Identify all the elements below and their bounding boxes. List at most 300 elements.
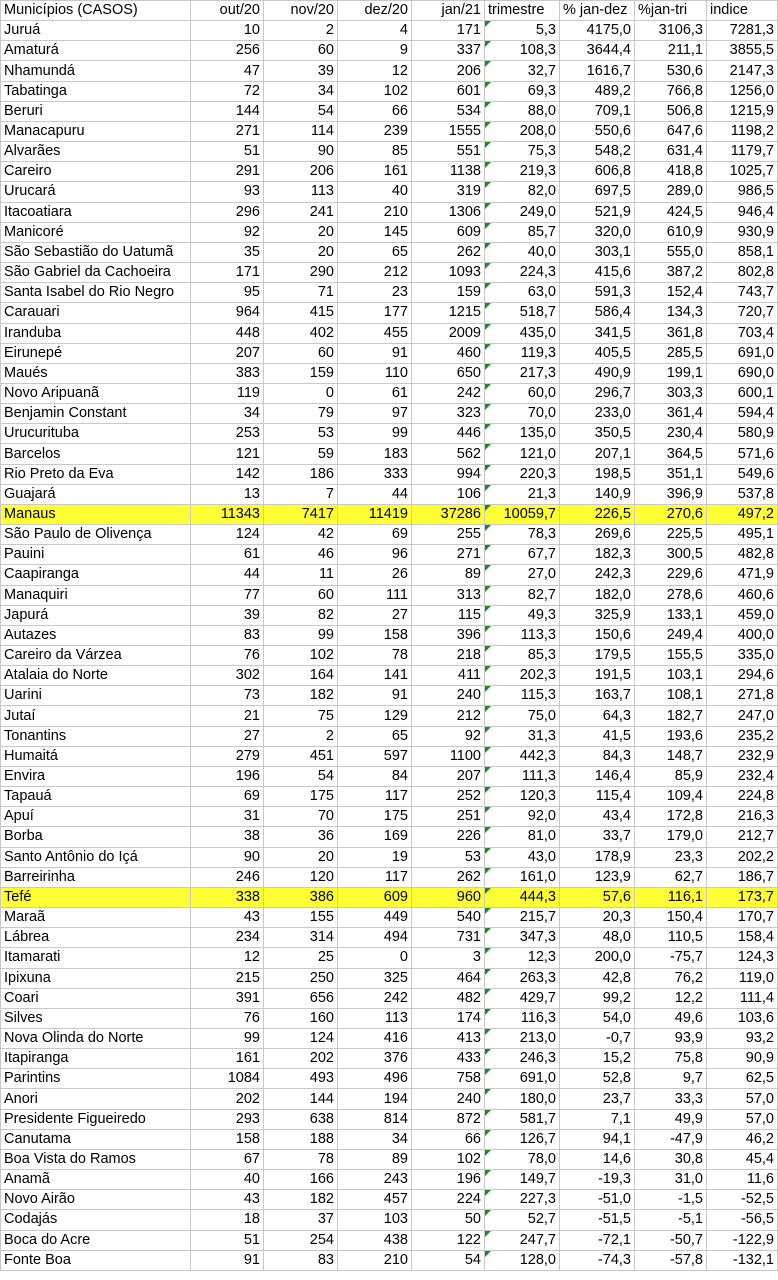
cell-nov20[interactable]: 144 [264,1089,338,1109]
cell-jan21[interactable]: 240 [412,686,485,706]
cell-out20[interactable]: 279 [191,746,264,766]
cell-dez20[interactable]: 194 [338,1089,412,1109]
cell-municipio[interactable]: Rio Preto da Eva [1,464,191,484]
cell-dez20[interactable]: 416 [338,1028,412,1048]
cell-indice[interactable]: 119,0 [707,968,778,988]
cell-municipio[interactable]: São Paulo de Olivença [1,525,191,545]
cell-jan21[interactable]: 2009 [412,323,485,343]
cell-pct-jan-tri[interactable]: 303,3 [635,383,707,403]
cell-trimestre[interactable]: 246,3 [485,1049,560,1069]
cell-out20[interactable]: 13 [191,484,264,504]
cell-indice[interactable]: 186,7 [707,867,778,887]
cell-out20[interactable]: 99 [191,1028,264,1048]
cell-municipio[interactable]: Novo Airão [1,1190,191,1210]
cell-municipio[interactable]: Anamã [1,1170,191,1190]
cell-jan21[interactable]: 650 [412,363,485,383]
cell-pct-jan-tri[interactable]: 134,3 [635,303,707,323]
cell-out20[interactable]: 964 [191,303,264,323]
cell-municipio[interactable]: Urucará [1,182,191,202]
cell-jan21[interactable]: 262 [412,242,485,262]
cell-dez20[interactable]: 44 [338,484,412,504]
cell-pct-jan-dez[interactable]: 490,9 [560,363,635,383]
cell-out20[interactable]: 246 [191,867,264,887]
cell-pct-jan-tri[interactable]: 182,7 [635,706,707,726]
cell-pct-jan-dez[interactable]: 697,5 [560,182,635,202]
cell-pct-jan-dez[interactable]: 163,7 [560,686,635,706]
cell-jan21[interactable]: 1555 [412,121,485,141]
cell-nov20[interactable]: 20 [264,847,338,867]
cell-indice[interactable]: 173,7 [707,887,778,907]
cell-nov20[interactable]: 2 [264,21,338,41]
cell-indice[interactable]: 11,6 [707,1170,778,1190]
cell-pct-jan-dez[interactable]: 54,0 [560,1008,635,1028]
cell-dez20[interactable]: 66 [338,101,412,121]
cell-pct-jan-tri[interactable]: -50,7 [635,1230,707,1250]
cell-dez20[interactable]: 103 [338,1210,412,1230]
cell-pct-jan-dez[interactable]: 48,0 [560,928,635,948]
cell-trimestre[interactable]: 429,7 [485,988,560,1008]
cell-municipio[interactable]: Alvarães [1,142,191,162]
cell-nov20[interactable]: 206 [264,162,338,182]
cell-jan21[interactable]: 212 [412,706,485,726]
cell-jan21[interactable]: 411 [412,666,485,686]
cell-indice[interactable]: 294,6 [707,666,778,686]
cell-pct-jan-tri[interactable]: 62,7 [635,867,707,887]
cell-indice[interactable]: 858,1 [707,242,778,262]
cell-jan21[interactable]: 106 [412,484,485,504]
cell-indice[interactable]: 271,8 [707,686,778,706]
cell-municipio[interactable]: Maraã [1,908,191,928]
cell-indice[interactable]: 691,0 [707,343,778,363]
cell-pct-jan-dez[interactable]: 226,5 [560,504,635,524]
cell-trimestre[interactable]: 88,0 [485,101,560,121]
cell-trimestre[interactable]: 75,0 [485,706,560,726]
cell-jan21[interactable]: 1215 [412,303,485,323]
cell-jan21[interactable]: 1306 [412,202,485,222]
cell-indice[interactable]: 46,2 [707,1129,778,1149]
cell-nov20[interactable]: 54 [264,101,338,121]
cell-dez20[interactable]: 814 [338,1109,412,1129]
cell-nov20[interactable]: 37 [264,1210,338,1230]
cell-nov20[interactable]: 25 [264,948,338,968]
cell-pct-jan-tri[interactable]: -1,5 [635,1190,707,1210]
cell-dez20[interactable]: 141 [338,666,412,686]
cell-out20[interactable]: 142 [191,464,264,484]
cell-pct-jan-dez[interactable]: 123,9 [560,867,635,887]
cell-pct-jan-dez[interactable]: 320,0 [560,222,635,242]
cell-nov20[interactable]: 90 [264,142,338,162]
cell-out20[interactable]: 34 [191,404,264,424]
cell-jan21[interactable]: 319 [412,182,485,202]
cell-indice[interactable]: 497,2 [707,504,778,524]
cell-jan21[interactable]: 206 [412,61,485,81]
cell-pct-jan-tri[interactable]: 12,2 [635,988,707,1008]
cell-trimestre[interactable]: 31,3 [485,726,560,746]
cell-nov20[interactable]: 99 [264,625,338,645]
cell-pct-jan-tri[interactable]: 285,5 [635,343,707,363]
cell-out20[interactable]: 12 [191,948,264,968]
cell-out20[interactable]: 253 [191,424,264,444]
cell-jan21[interactable]: 446 [412,424,485,444]
cell-pct-jan-tri[interactable]: 364,5 [635,444,707,464]
header-municipio[interactable]: Municípios (CASOS) [1,1,191,21]
cell-municipio[interactable]: Itamarati [1,948,191,968]
cell-out20[interactable]: 47 [191,61,264,81]
cell-nov20[interactable]: 656 [264,988,338,1008]
cell-trimestre[interactable]: 213,0 [485,1028,560,1048]
cell-out20[interactable]: 391 [191,988,264,1008]
cell-dez20[interactable]: 169 [338,827,412,847]
cell-trimestre[interactable]: 180,0 [485,1089,560,1109]
cell-out20[interactable]: 119 [191,383,264,403]
cell-dez20[interactable]: 494 [338,928,412,948]
cell-pct-jan-dez[interactable]: -19,3 [560,1170,635,1190]
cell-jan21[interactable]: 196 [412,1170,485,1190]
cell-pct-jan-tri[interactable]: 396,9 [635,484,707,504]
cell-trimestre[interactable]: 249,0 [485,202,560,222]
cell-trimestre[interactable]: 85,3 [485,646,560,666]
cell-nov20[interactable]: 20 [264,242,338,262]
cell-out20[interactable]: 27 [191,726,264,746]
cell-trimestre[interactable]: 108,3 [485,41,560,61]
cell-indice[interactable]: 946,4 [707,202,778,222]
cell-dez20[interactable]: 91 [338,343,412,363]
cell-pct-jan-tri[interactable]: 9,7 [635,1069,707,1089]
cell-pct-jan-tri[interactable]: 103,1 [635,666,707,686]
cell-out20[interactable]: 296 [191,202,264,222]
cell-indice[interactable]: -132,1 [707,1250,778,1270]
cell-nov20[interactable]: 39 [264,61,338,81]
cell-dez20[interactable]: 158 [338,625,412,645]
cell-dez20[interactable]: 61 [338,383,412,403]
cell-trimestre[interactable]: 442,3 [485,746,560,766]
cell-trimestre[interactable]: 263,3 [485,968,560,988]
cell-pct-jan-tri[interactable]: 49,9 [635,1109,707,1129]
cell-nov20[interactable]: 186 [264,464,338,484]
cell-trimestre[interactable]: 78,3 [485,525,560,545]
cell-nov20[interactable]: 2 [264,726,338,746]
cell-trimestre[interactable]: 69,3 [485,81,560,101]
cell-pct-jan-dez[interactable]: 99,2 [560,988,635,1008]
cell-dez20[interactable]: 117 [338,787,412,807]
cell-jan21[interactable]: 207 [412,766,485,786]
cell-pct-jan-tri[interactable]: 555,0 [635,242,707,262]
cell-pct-jan-tri[interactable]: 110,5 [635,928,707,948]
cell-nov20[interactable]: 75 [264,706,338,726]
cell-pct-jan-dez[interactable]: 233,0 [560,404,635,424]
cell-pct-jan-dez[interactable]: 182,3 [560,545,635,565]
cell-indice[interactable]: 232,9 [707,746,778,766]
cell-dez20[interactable]: 239 [338,121,412,141]
cell-jan21[interactable]: 551 [412,142,485,162]
cell-jan21[interactable]: 159 [412,283,485,303]
cell-dez20[interactable]: 438 [338,1230,412,1250]
cell-indice[interactable]: 495,1 [707,525,778,545]
cell-pct-jan-tri[interactable]: 249,4 [635,625,707,645]
cell-trimestre[interactable]: 82,7 [485,585,560,605]
cell-pct-jan-dez[interactable]: 23,7 [560,1089,635,1109]
cell-nov20[interactable]: 0 [264,383,338,403]
cell-jan21[interactable]: 171 [412,21,485,41]
cell-pct-jan-dez[interactable]: 521,9 [560,202,635,222]
cell-jan21[interactable]: 872 [412,1109,485,1129]
cell-pct-jan-tri[interactable]: 424,5 [635,202,707,222]
cell-dez20[interactable]: 175 [338,807,412,827]
cell-pct-jan-dez[interactable]: 1616,7 [560,61,635,81]
cell-dez20[interactable]: 129 [338,706,412,726]
cell-indice[interactable]: 103,6 [707,1008,778,1028]
cell-trimestre[interactable]: 12,3 [485,948,560,968]
cell-municipio[interactable]: Itacoatiara [1,202,191,222]
cell-jan21[interactable]: 1093 [412,263,485,283]
cell-indice[interactable]: 202,2 [707,847,778,867]
cell-out20[interactable]: 202 [191,1089,264,1109]
cell-out20[interactable]: 95 [191,283,264,303]
cell-nov20[interactable]: 34 [264,81,338,101]
cell-indice[interactable]: 45,4 [707,1149,778,1169]
cell-pct-jan-dez[interactable]: 200,0 [560,948,635,968]
cell-nov20[interactable]: 290 [264,263,338,283]
cell-municipio[interactable]: Canutama [1,1129,191,1149]
cell-jan21[interactable]: 609 [412,222,485,242]
cell-pct-jan-tri[interactable]: 270,6 [635,504,707,524]
cell-pct-jan-tri[interactable]: 76,2 [635,968,707,988]
cell-municipio[interactable]: Tapauá [1,787,191,807]
cell-trimestre[interactable]: 691,0 [485,1069,560,1089]
cell-pct-jan-dez[interactable]: 7,1 [560,1109,635,1129]
cell-nov20[interactable]: 254 [264,1230,338,1250]
cell-dez20[interactable]: 65 [338,242,412,262]
cell-indice[interactable]: 2147,3 [707,61,778,81]
cell-indice[interactable]: 690,0 [707,363,778,383]
cell-jan21[interactable]: 37286 [412,504,485,524]
cell-pct-jan-tri[interactable]: 506,8 [635,101,707,121]
cell-municipio[interactable]: Careiro da Várzea [1,646,191,666]
cell-pct-jan-dez[interactable]: 94,1 [560,1129,635,1149]
cell-jan21[interactable]: 115 [412,605,485,625]
cell-pct-jan-tri[interactable]: 23,3 [635,847,707,867]
cell-indice[interactable]: -122,9 [707,1230,778,1250]
cell-jan21[interactable]: 396 [412,625,485,645]
cell-out20[interactable]: 158 [191,1129,264,1149]
cell-indice[interactable]: 216,3 [707,807,778,827]
cell-indice[interactable]: 158,4 [707,928,778,948]
cell-indice[interactable]: 703,4 [707,323,778,343]
cell-trimestre[interactable]: 27,0 [485,565,560,585]
cell-indice[interactable]: 232,4 [707,766,778,786]
cell-pct-jan-dez[interactable]: 3644,4 [560,41,635,61]
cell-municipio[interactable]: Lábrea [1,928,191,948]
cell-municipio[interactable]: Caapiranga [1,565,191,585]
cell-dez20[interactable]: 11419 [338,504,412,524]
cell-municipio[interactable]: Beruri [1,101,191,121]
cell-municipio[interactable]: Benjamin Constant [1,404,191,424]
cell-trimestre[interactable]: 67,7 [485,545,560,565]
cell-nov20[interactable]: 59 [264,444,338,464]
cell-municipio[interactable]: Barreirinha [1,867,191,887]
cell-municipio[interactable]: Autazes [1,625,191,645]
cell-dez20[interactable]: 102 [338,81,412,101]
cell-trimestre[interactable]: 92,0 [485,807,560,827]
cell-municipio[interactable]: Silves [1,1008,191,1028]
cell-dez20[interactable]: 91 [338,686,412,706]
cell-out20[interactable]: 144 [191,101,264,121]
cell-trimestre[interactable]: 21,3 [485,484,560,504]
cell-trimestre[interactable]: 49,3 [485,605,560,625]
cell-pct-jan-dez[interactable]: 489,2 [560,81,635,101]
cell-out20[interactable]: 21 [191,706,264,726]
cell-jan21[interactable]: 601 [412,81,485,101]
cell-indice[interactable]: 62,5 [707,1069,778,1089]
cell-dez20[interactable]: 457 [338,1190,412,1210]
cell-out20[interactable]: 44 [191,565,264,585]
cell-municipio[interactable]: Barcelos [1,444,191,464]
cell-trimestre[interactable]: 219,3 [485,162,560,182]
cell-trimestre[interactable]: 224,3 [485,263,560,283]
cell-pct-jan-tri[interactable]: 300,5 [635,545,707,565]
cell-municipio[interactable]: Juruá [1,21,191,41]
cell-indice[interactable]: 549,6 [707,464,778,484]
cell-pct-jan-tri[interactable]: 75,8 [635,1049,707,1069]
cell-jan21[interactable]: 242 [412,383,485,403]
cell-municipio[interactable]: Boca do Acre [1,1230,191,1250]
cell-dez20[interactable]: 23 [338,283,412,303]
cell-out20[interactable]: 31 [191,807,264,827]
cell-indice[interactable]: 1179,7 [707,142,778,162]
cell-trimestre[interactable]: 120,3 [485,787,560,807]
cell-municipio[interactable]: Nhamundá [1,61,191,81]
cell-jan21[interactable]: 218 [412,646,485,666]
cell-trimestre[interactable]: 208,0 [485,121,560,141]
cell-pct-jan-tri[interactable]: 133,1 [635,605,707,625]
cell-jan21[interactable]: 413 [412,1028,485,1048]
cell-pct-jan-tri[interactable]: -5,1 [635,1210,707,1230]
cell-dez20[interactable]: 69 [338,525,412,545]
cell-trimestre[interactable]: 215,7 [485,908,560,928]
cell-pct-jan-tri[interactable]: 31,0 [635,1170,707,1190]
cell-pct-jan-dez[interactable]: 303,1 [560,242,635,262]
cell-dez20[interactable]: 210 [338,202,412,222]
cell-nov20[interactable]: 250 [264,968,338,988]
cell-indice[interactable]: 1215,9 [707,101,778,121]
cell-pct-jan-dez[interactable]: -72,1 [560,1230,635,1250]
cell-out20[interactable]: 91 [191,1250,264,1270]
cell-pct-jan-dez[interactable]: 4175,0 [560,21,635,41]
cell-nov20[interactable]: 60 [264,41,338,61]
cell-trimestre[interactable]: 121,0 [485,444,560,464]
cell-jan21[interactable]: 53 [412,847,485,867]
cell-indice[interactable]: 482,8 [707,545,778,565]
cell-pct-jan-tri[interactable]: 361,8 [635,323,707,343]
cell-pct-jan-tri[interactable]: 193,6 [635,726,707,746]
cell-municipio[interactable]: Anori [1,1089,191,1109]
cell-out20[interactable]: 338 [191,887,264,907]
cell-nov20[interactable]: 54 [264,766,338,786]
cell-dez20[interactable]: 210 [338,1250,412,1270]
cell-dez20[interactable]: 27 [338,605,412,625]
header-pct-jan-tri[interactable]: %jan-tri [635,1,707,21]
cell-pct-jan-tri[interactable]: 179,0 [635,827,707,847]
cell-trimestre[interactable]: 115,3 [485,686,560,706]
cell-trimestre[interactable]: 128,0 [485,1250,560,1270]
cell-jan21[interactable]: 102 [412,1149,485,1169]
cell-jan21[interactable]: 960 [412,887,485,907]
cell-dez20[interactable]: 177 [338,303,412,323]
cell-nov20[interactable]: 241 [264,202,338,222]
cell-jan21[interactable]: 323 [412,404,485,424]
cell-jan21[interactable]: 252 [412,787,485,807]
cell-out20[interactable]: 18 [191,1210,264,1230]
cell-nov20[interactable]: 7 [264,484,338,504]
cell-pct-jan-dez[interactable]: 269,6 [560,525,635,545]
cell-out20[interactable]: 291 [191,162,264,182]
cell-pct-jan-dez[interactable]: 150,6 [560,625,635,645]
cell-nov20[interactable]: 202 [264,1049,338,1069]
cell-jan21[interactable]: 240 [412,1089,485,1109]
cell-municipio[interactable]: Ipixuna [1,968,191,988]
cell-jan21[interactable]: 54 [412,1250,485,1270]
cell-nov20[interactable]: 46 [264,545,338,565]
cell-trimestre[interactable]: 10059,7 [485,504,560,524]
cell-indice[interactable]: 1198,2 [707,121,778,141]
cell-pct-jan-dez[interactable]: 14,6 [560,1149,635,1169]
cell-municipio[interactable]: Itapiranga [1,1049,191,1069]
cell-trimestre[interactable]: 78,0 [485,1149,560,1169]
cell-out20[interactable]: 35 [191,242,264,262]
cell-pct-jan-tri[interactable]: 229,6 [635,565,707,585]
cell-trimestre[interactable]: 126,7 [485,1129,560,1149]
cell-dez20[interactable]: 97 [338,404,412,424]
cell-municipio[interactable]: Borba [1,827,191,847]
cell-dez20[interactable]: 96 [338,545,412,565]
cell-municipio[interactable]: Nova Olinda do Norte [1,1028,191,1048]
cell-trimestre[interactable]: 119,3 [485,343,560,363]
cell-trimestre[interactable]: 60,0 [485,383,560,403]
cell-dez20[interactable]: 40 [338,182,412,202]
cell-out20[interactable]: 39 [191,605,264,625]
cell-trimestre[interactable]: 75,3 [485,142,560,162]
cell-dez20[interactable]: 145 [338,222,412,242]
cell-out20[interactable]: 171 [191,263,264,283]
cell-trimestre[interactable]: 63,0 [485,283,560,303]
cell-out20[interactable]: 302 [191,666,264,686]
cell-pct-jan-dez[interactable]: 42,8 [560,968,635,988]
cell-indice[interactable]: 460,6 [707,585,778,605]
cell-pct-jan-dez[interactable]: 52,8 [560,1069,635,1089]
cell-pct-jan-dez[interactable]: 178,9 [560,847,635,867]
cell-dez20[interactable]: 183 [338,444,412,464]
cell-municipio[interactable]: São Gabriel da Cachoeira [1,263,191,283]
cell-indice[interactable]: 3855,5 [707,41,778,61]
cell-dez20[interactable]: 333 [338,464,412,484]
cell-municipio[interactable]: Atalaia do Norte [1,666,191,686]
cell-jan21[interactable]: 433 [412,1049,485,1069]
cell-municipio[interactable]: Pauini [1,545,191,565]
cell-indice[interactable]: 93,2 [707,1028,778,1048]
cell-indice[interactable]: 802,8 [707,263,778,283]
cell-jan21[interactable]: 255 [412,525,485,545]
cell-nov20[interactable]: 102 [264,646,338,666]
cell-out20[interactable]: 121 [191,444,264,464]
cell-municipio[interactable]: Manaquiri [1,585,191,605]
cell-indice[interactable]: 1025,7 [707,162,778,182]
cell-trimestre[interactable]: 161,0 [485,867,560,887]
cell-pct-jan-tri[interactable]: 150,4 [635,908,707,928]
cell-indice[interactable]: 930,9 [707,222,778,242]
cell-pct-jan-dez[interactable]: 146,4 [560,766,635,786]
cell-trimestre[interactable]: 202,3 [485,666,560,686]
cell-nov20[interactable]: 386 [264,887,338,907]
